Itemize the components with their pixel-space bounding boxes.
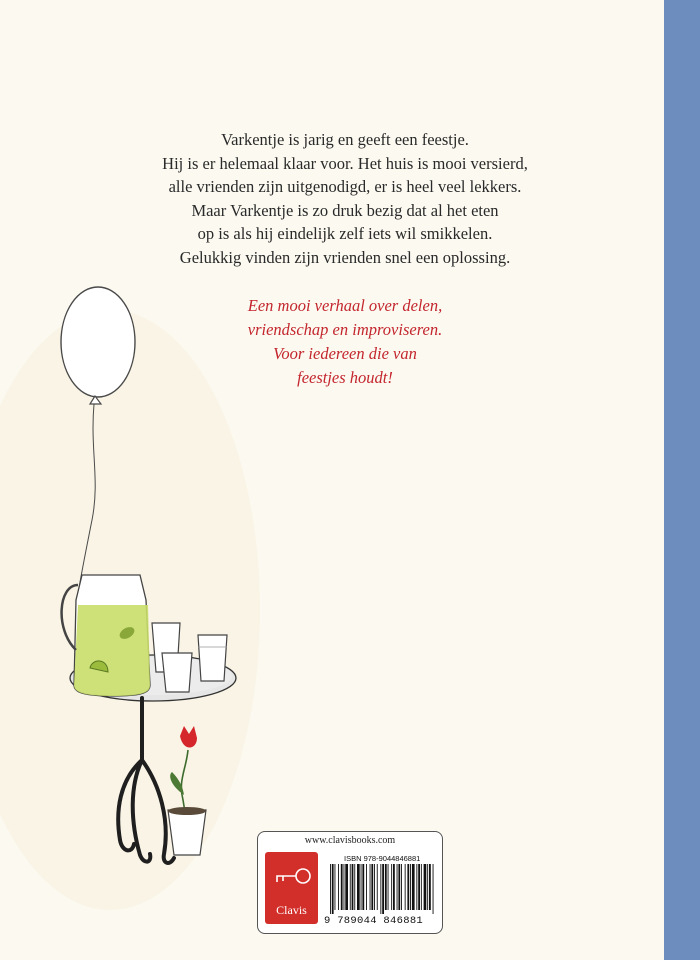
tagline-line: feestjes houdt! bbox=[297, 368, 393, 387]
flower-pot-icon bbox=[168, 807, 206, 855]
blurb-line: op is als hij eindelijk zelf iets wil smikkelen. bbox=[197, 224, 493, 243]
website-url[interactable]: www.clavisbooks.com bbox=[304, 835, 396, 846]
blurb-line: Hij is er helemaal klaar voor. Het huis is mooi versierd, bbox=[162, 153, 528, 173]
spine-edge bbox=[664, 0, 700, 960]
tagline-line: Een mooi verhaal over delen, bbox=[247, 296, 443, 315]
blurb-line: Maar Varkentje is zo druk bezig dat al het eten bbox=[191, 200, 499, 220]
tagline-line: Voor iedereen die van bbox=[273, 344, 417, 363]
barcode-panel bbox=[257, 831, 443, 934]
blurb-line: alle vrienden zijn uitgenodigd, er is heel veel lekkers. bbox=[168, 177, 522, 196]
blurb-line: Gelukkig vinden zijn vrienden snel een oplossing. bbox=[179, 247, 511, 267]
blurb-line: Varkentje is jarig en geeft een feestje. bbox=[221, 130, 469, 149]
ean-digits: 9 789044 846881 bbox=[324, 915, 424, 927]
barcode-icon bbox=[328, 864, 436, 914]
tagline-line: vriendschap en improviseren. bbox=[247, 320, 443, 339]
blurb-text bbox=[120, 128, 570, 269]
party-table-illustration bbox=[0, 280, 300, 920]
isbn-label: ISBN 978-9044846881 bbox=[344, 854, 421, 863]
key-icon bbox=[265, 862, 318, 902]
publisher-logo bbox=[265, 852, 318, 924]
publisher-name: Clavis bbox=[276, 903, 307, 917]
